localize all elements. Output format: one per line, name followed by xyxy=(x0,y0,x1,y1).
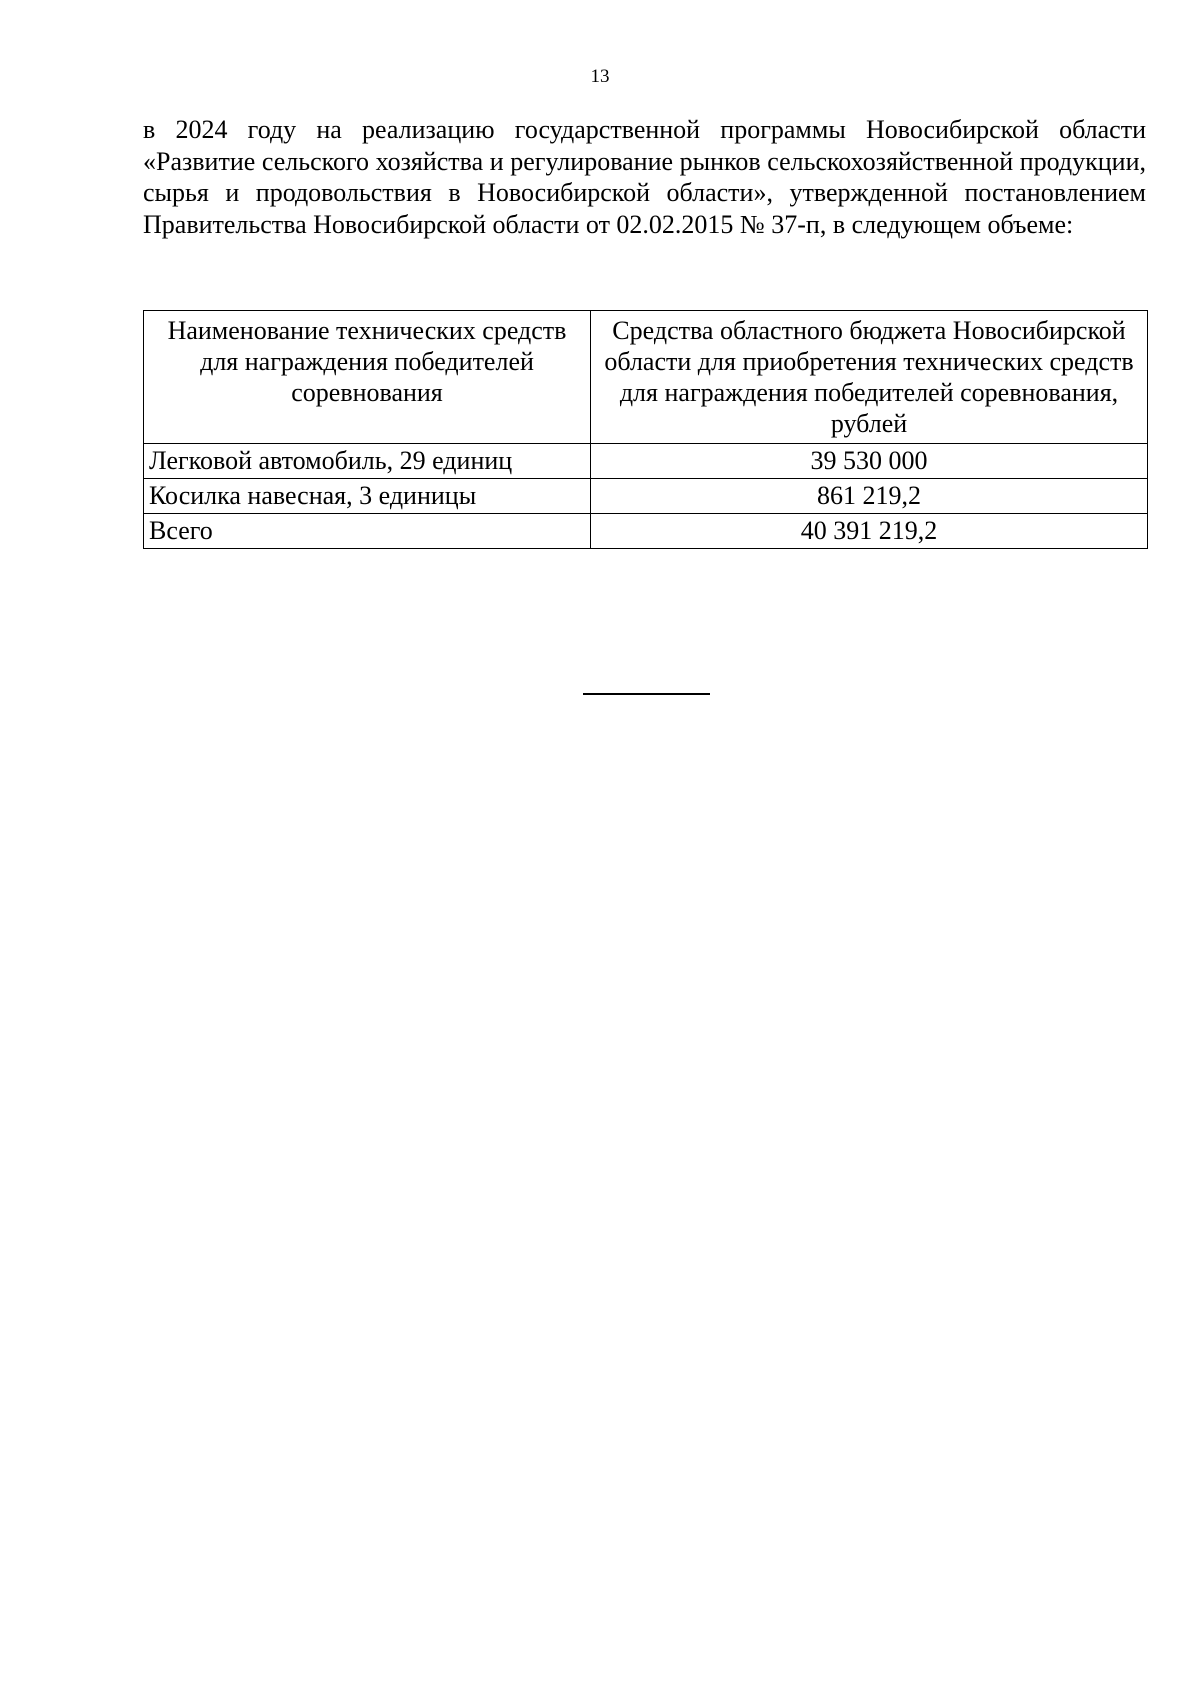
table-total-row xyxy=(144,514,1148,549)
table-row xyxy=(144,479,1148,514)
total-amount-cell: 40 391 219,2 xyxy=(591,514,1148,549)
header-budget-funds: Средства областного бюджета Новосибирской области для приобретения технических средств для награждения победителей соревнования, рублей xyxy=(591,311,1148,444)
header-equipment-name: Наименование технических средств для награждения победителей соревнования xyxy=(144,311,591,444)
table-row xyxy=(144,444,1148,479)
row-name-cell: Косилка навесная, 3 единицы xyxy=(144,479,591,514)
row-amount-cell: 39 530 000 xyxy=(591,444,1148,479)
row-amount-cell: 861 219,2 xyxy=(591,479,1148,514)
page-number: 13 xyxy=(590,66,610,87)
intro-paragraph: в 2024 году на реализацию государственной программы Новосибирской области «Развитие сельского хозяйства и регулирование рынков сельскохозяйственной продукции, сырья и продовольствия в Новосибирской области», утвержденной постановлением Правительства Новосибирской области от 02.02.2015 № 37-п, в следующем объеме: xyxy=(143,115,1146,239)
row-name-cell: Легковой автомобиль, 29 единиц xyxy=(144,444,591,479)
funding-table xyxy=(143,310,1148,549)
table-header-row xyxy=(144,311,1148,444)
total-label-cell: Всего xyxy=(144,514,591,549)
end-separator-line xyxy=(583,693,710,695)
